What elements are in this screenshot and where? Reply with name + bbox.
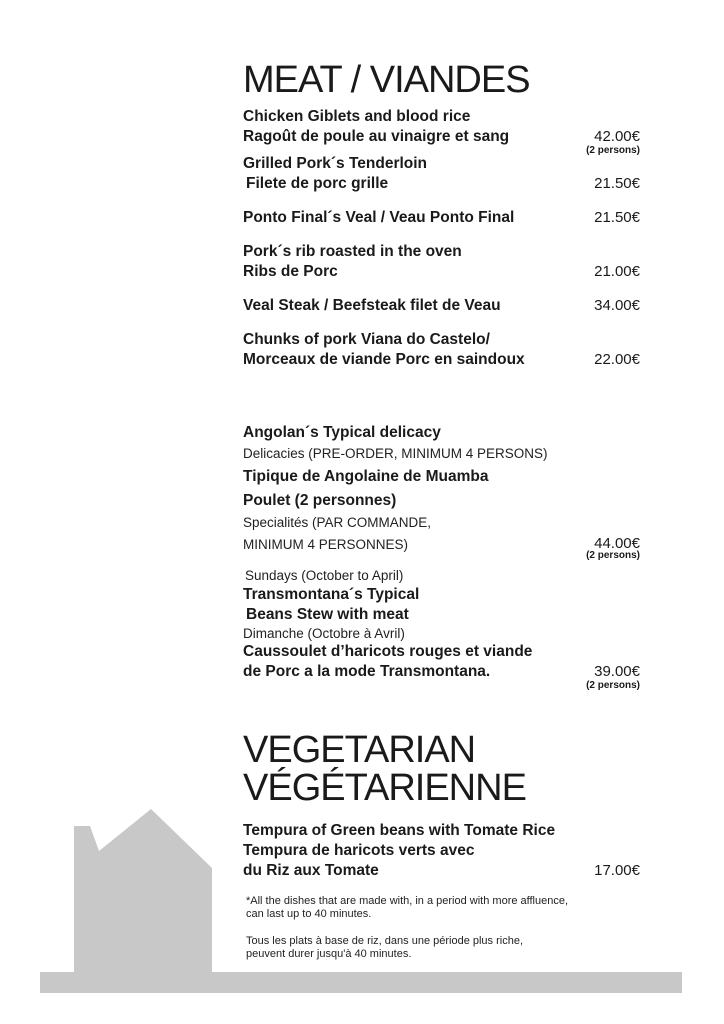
meat-item-4-price: 21.00€ [594,263,640,280]
meat-item-5-price: 34.00€ [594,297,640,314]
meat-item-1-fr: Ragoût de poule au vinaigre et sang [243,128,510,145]
angola-persons: (2 persons) [586,550,640,561]
footnote-fr-2: peuvent durer jusqu'à 40 minutes. [246,948,412,960]
transmontana-title-1: Transmontana´s Typical [243,586,420,603]
angola-subtitle: Delicacies (PRE-ORDER, MINIMUM 4 PERSONS) [243,446,548,461]
meat-item-2-fr: Filete de porc grille [246,175,389,192]
footnote-fr-1: Tous les plats à base de riz, dans une période plus riche, [246,935,523,947]
meat-item-4-en: Pork´s rib roasted in the oven [243,243,462,260]
angola-fr-title-1: Tipique de Angolaine de Muamba [243,468,489,485]
veg-item-1-line-3: du Riz aux Tomate [243,862,379,879]
meat-item-5-title: Veal Steak / Beefsteak filet de Veau [243,297,501,314]
meat-item-3-title: Ponto Final´s Veal / Veau Ponto Final [243,209,515,226]
meat-item-2-en: Grilled Pork´s Tenderloin [243,155,428,172]
meat-item-6-price: 22.00€ [594,351,640,368]
transmontana-persons: (2 persons) [586,680,640,691]
angola-fr-sub-2: MINIMUM 4 PERSONNES) [243,537,409,552]
meat-item-1-en: Chicken Giblets and blood rice [243,108,471,125]
footnote-en-2: can last up to 40 minutes. [246,908,372,920]
transmontana-title-2: Beans Stew with meat [246,606,409,623]
meat-item-2-price: 21.50€ [594,175,640,192]
meat-heading: MEAT / VIANDES [243,59,530,101]
vegetarian-heading-fr: VÉGÉTARIENNE [243,767,526,809]
transmontana-fr-1: Caussoulet d’haricots rouges et viande [243,643,533,660]
footnote-en-1: *All the dishes that are made with, in a period with more affluence, [246,895,569,907]
transmontana-fr-2: de Porc a la mode Transmontana. [243,663,491,680]
veg-item-1-price: 17.00€ [594,862,640,879]
meat-item-3-price: 21.50€ [594,209,640,226]
angola-fr-sub-1: Specialités (PAR COMMANDE, [243,515,432,530]
veg-item-1-line-2: Tempura de haricots verts avec [243,842,475,859]
meat-item-6-fr: Morceaux de viande Porc en saindoux [243,351,525,368]
angola-title: Angolan´s Typical delicacy [243,424,441,441]
meat-item-1-price: 42.00€ [594,128,640,145]
meat-item-1-persons: (2 persons) [586,145,640,156]
angola-price: 44.00€ [594,535,640,552]
vegetarian-heading-en: VEGETARIAN [243,729,476,771]
transmontana-price: 39.00€ [594,663,640,680]
angola-fr-title-2: Poulet (2 personnes) [243,492,397,509]
meat-item-4-fr: Ribs de Porc [243,263,338,280]
meat-item-6-en: Chunks of pork Viana do Castelo/ [243,331,490,348]
veg-item-1-line-1: Tempura of Green beans with Tomate Rice [243,822,556,839]
transmontana-season-fr: Dimanche (Octobre à Avril) [243,626,405,641]
transmontana-season-en: Sundays (October to April) [245,568,404,583]
